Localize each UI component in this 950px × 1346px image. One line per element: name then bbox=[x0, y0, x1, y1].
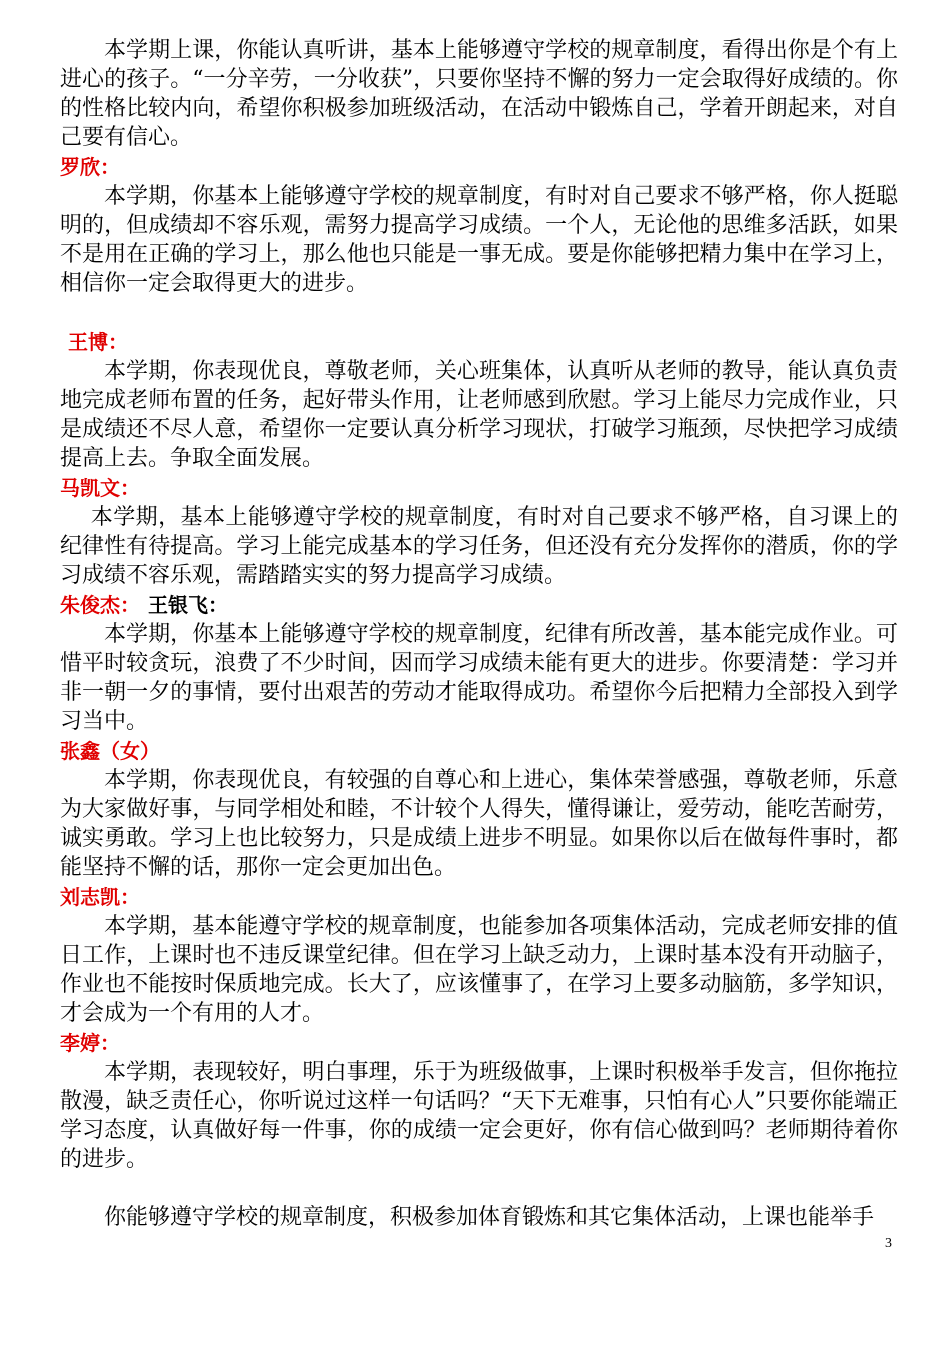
student-name: 李婷： bbox=[60, 1031, 120, 1055]
blank-line bbox=[60, 298, 898, 327]
student-name-secondary: 王银飞： bbox=[148, 593, 228, 617]
student-name: 刘志凯： bbox=[60, 885, 140, 909]
comment-paragraph: 你能够遵守学校的规章制度，积极参加体育锻炼和其它集体活动，上课也能举手 bbox=[104, 1205, 875, 1230]
student-name: 朱俊杰： bbox=[60, 593, 140, 617]
student-name: 王博： bbox=[68, 330, 128, 354]
comment-paragraph: 本学期，你基本上能够遵守学校的规章制度，有时对自己要求不够严格，你人挺聪明的，但成绩却不容乐观，需努力提高学习成绩。一个人，无论他的思维多活跃，如果不是用在正确的学习上，那么他也只能是一事无成。要是你能够把精力集中在学习上，相信你一定会取得更大的进步。 bbox=[60, 184, 898, 296]
page-content bbox=[60, 36, 898, 1232]
comment-paragraph: 本学期，基本上能够遵守学校的规章制度，有时对自己要求不够严格，自习课上的纪律性有待提高。学习上能完成基本的学习任务，但还没有充分发挥你的潜质，你的学习成绩不容乐观，需踏踏实实的努力提高学习成绩。 bbox=[60, 505, 898, 588]
comment-paragraph: 本学期，你表现优良，有较强的自尊心和上进心，集体荣誉感强，尊敬老师，乐意为大家做好事，与同学相处和睦，不计较个人得失，懂得谦让，爱劳动，能吃苦耐劳，诚实勇敢。学习上也比较努力，只是成绩上进步不明显。如果你以后在做每件事时，都能坚持不懈的话，那你一定会更加出色。 bbox=[60, 768, 898, 880]
student-name-group bbox=[60, 590, 898, 620]
comment-paragraph: 本学期，你表现优良，尊敬老师，关心班集体，认真听从老师的教导，能认真负责地完成老师布置的任务，起好带头作用，让老师感到欣慰。学习上能尽力完成作业，只是成绩还不尽人意，希望你一定要认真分析学习现状，打破学习瓶颈，尽快把学习成绩提高上去。争取全面发展。 bbox=[60, 359, 898, 471]
comment-paragraph: 本学期，表现较好，明白事理，乐于为班级做事，上课时积极举手发言，但你拖拉散漫，缺乏责任心，你听说过这样一句话吗？“天下无难事，只怕有心人”只要你能端正学习态度，认真做好每一件事，你的成绩一定会更好，你有信心做到吗？老师期待着你的进步。 bbox=[60, 1060, 898, 1172]
comment-paragraph: 本学期上课，你能认真听讲，基本上能够遵守学校的规章制度，看得出你是个有上进心的孩子。“一分辛劳，一分收获”，只要你坚持不懈的努力一定会取得好成绩的。你的性格比较内向，希望你积极参加班级活动，在活动中锻炼自己，学着开朗起来，对自己要有信心。 bbox=[60, 38, 898, 150]
student-name: 马凯文： bbox=[60, 476, 140, 500]
student-name: 罗欣： bbox=[60, 155, 120, 179]
blank-line bbox=[60, 1174, 898, 1203]
student-name: 张鑫（女） bbox=[60, 739, 160, 763]
comment-paragraph: 本学期，基本能遵守学校的规章制度，也能参加各项集体活动，完成老师安排的值日工作，上课时也不违反课堂纪律。但在学习上缺乏动力，上课时基本没有开动脑子，作业也不能按时保质地完成。长大了，应该懂事了，在学习上要多动脑筋，多学知识，才会成为一个有用的人才。 bbox=[60, 914, 898, 1026]
page-number: 3 bbox=[885, 1236, 892, 1251]
comment-paragraph: 本学期，你基本上能够遵守学校的规章制度，纪律有所改善，基本能完成作业。可惜平时较贪玩，浪费了不少时间，因而学习成绩未能有更大的进步。你要清楚：学习并非一朝一夕的事情，要付出艰苦的劳动才能取得成功。希望你今后把精力全部投入到学习当中。 bbox=[60, 622, 898, 734]
